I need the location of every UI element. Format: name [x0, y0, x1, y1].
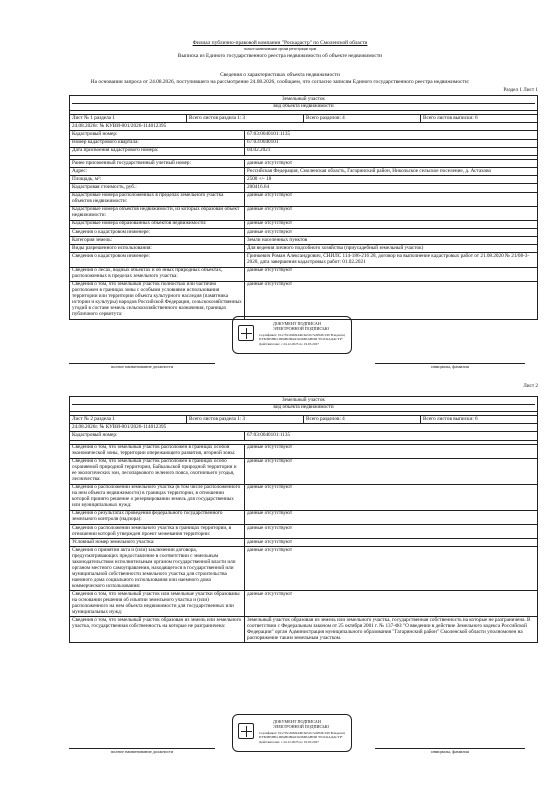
row-label: Кадастровые номера расположенных в пределах земельного участка объектов недвижимости:	[70, 193, 245, 206]
stamp-certificate: Сертификат: 01a7f3c2b8e94d0c6a51b7e2f8d3c190 Владелец: ПУБЛИЧНО-ПРАВОВАЯ КОМПАНИЯ "РОСКАДАСТР" Действителен: с 24.12.2025 по 19.03.2027	[259, 333, 346, 346]
signature-name-caption: инициалы, фамилия	[375, 363, 525, 369]
row-value: данные отсутствуют	[247, 546, 293, 553]
stamp-line-2: ЭЛЕКТРОННОЙ ПОДПИСЬЮ	[273, 326, 330, 331]
table-row	[70, 207, 537, 221]
object-type: Земельный участок	[282, 396, 325, 403]
stamp-line-2: ЭЛЕКТРОННОЙ ПОДПИСЬЮ	[273, 724, 330, 729]
row-label: Адрес:	[70, 168, 245, 175]
row-value: Российская Федерация, Смоленская область, Гагаринский район, Никольское сельское поселение, д. Астахово	[247, 167, 492, 174]
row-label: Сведения о расположении земельного участка в границах территории, в отношении которой утвержден проект межевания территории:	[70, 525, 245, 538]
table-row	[70, 432, 537, 440]
characteristics-table	[69, 95, 538, 320]
row-label: Кадастровые номера образованных объектов недвижимости:	[70, 221, 245, 228]
object-type-caption: вид объекта недвижимости	[72, 404, 535, 411]
stamp-certificate: Сертификат: 01a7f3c2b8e94d0c6a51b7e2f8d3c190 Владелец: ПУБЛИЧНО-ПРАВОВАЯ КОМПАНИЯ "РОСКАДАСТР" Действителен: с 24.12.2025 по 19.03.2027	[259, 731, 346, 744]
row-value: Гринкевич Роман Александрович, СНИЛС 114-186-216 28, договор на выполнение кадастровых работ от 21.08.2020 № 21/08-3-2020, дата завершения кадастровых работ: 01.02.2021	[247, 253, 530, 265]
row-value: 67:03:0040101:1135	[247, 131, 291, 138]
row-label: Условный номер земельного участка:	[70, 539, 245, 546]
row-value: данные отсутствуют	[247, 206, 293, 213]
object-type-row	[70, 96, 537, 111]
row-label: Сведения о том, что земельный участок или земельные участки образованы на основании решения об изъятии земельного участка и (или) расположенного на нем объекта недвижимости для государственных или муниципальных нужд:	[70, 591, 245, 616]
table-row	[70, 229, 537, 237]
signature-line	[69, 363, 538, 369]
row-label: Номер кадастрового квартала:	[70, 140, 245, 147]
row-value: данные отсутствуют	[247, 510, 293, 517]
section-sheets-total: Всего листов раздела 1: 3	[187, 416, 304, 423]
document-title: Выписка из Единого государственного реестра недвижимости об объекте недвижимости	[177, 53, 383, 59]
table-row	[70, 221, 537, 229]
row-label: Категория земель:	[70, 237, 245, 244]
row-label: Кадастровые номера объектов недвижимости, из которых образован объект недвижимости:	[70, 207, 245, 220]
extract-page-2	[0, 383, 560, 792]
row-value: данные отсутствуют	[247, 538, 293, 545]
row-value: данные отсутствуют	[247, 192, 293, 199]
table-row	[70, 253, 537, 267]
row-label: Сведения о лесах, водных объектах и об иных природных объектах, расположенных в пределах земельного участка:	[70, 268, 245, 281]
row-value: данные отсутствуют	[247, 220, 293, 227]
signature-name-caption: инициалы, фамилия	[375, 748, 525, 754]
row-label: Кадастровый номер:	[70, 432, 245, 439]
table-row	[70, 617, 537, 642]
row-label: Сведения о том, что земельный участок образован из земель или земельного участка, государственная собственность на которые не разграничена:	[70, 617, 245, 642]
row-value: 67:03:0040101:1135	[247, 432, 291, 439]
row-value: 200416.64	[247, 183, 270, 190]
doc-number-row	[70, 123, 537, 131]
object-type: Земельный участок	[282, 95, 325, 102]
section-label: Раздел 1 Лист 1	[503, 87, 538, 93]
table-row	[70, 511, 537, 525]
table-row	[70, 282, 537, 319]
object-type-row	[70, 397, 537, 412]
doc-number-row	[70, 424, 537, 432]
stamp-line-1: ДОКУМЕНТ ПОДПИСАН	[273, 321, 321, 326]
table-row	[70, 485, 537, 511]
row-value: Земли населенных пунктов	[247, 236, 308, 243]
signature-position-caption: полное наименование должности	[69, 748, 215, 754]
row-value: данные отсутствуют	[247, 524, 293, 531]
row-label: Виды разрешенного использования:	[70, 245, 245, 252]
registrar-org: Филиал публично-правовой компании "Роскадастр" по Смоленской области	[192, 40, 368, 46]
row-value: данные отсутствуют	[247, 159, 293, 166]
row-label: Сведения о том, что земельный участок полностью или частично расположен в границах зоны с особыми условиями использования территории или территории объекта культурного наследия (памятника истории и культуры) народов Российской Федерации, сельскохозяйственных угодий в составе земель сельскохозяйственного назначения, границах публичного сервитута:	[70, 282, 245, 319]
row-value: данные отсутствуют	[247, 590, 293, 597]
row-value: данные отсутствуют	[247, 267, 293, 274]
row-label: Сведения о принятии акта и (или) заключении договора, предусматривающих предоставление в соответствии с земельным законодательством исполнительным органом государственной власти или органом местного самоуправления, находящегося в государственной или муниципальной собственности земельного участка для строительства наемного дома социального использования или наемного дома коммерческого использования:	[70, 547, 245, 590]
row-label: Сведения о том, что земельный участок расположен в границах особо охраняемой природной территории, Байкальской природной территории и ее экологических зон, лесопаркового зеленого пояса, охотничьего угодья, лесничества:	[70, 459, 245, 484]
row-value: данные отсутствуют	[247, 228, 293, 235]
row-value: Для ведения личного подсобного хозяйства (приусадебный земельный участок)	[247, 244, 424, 251]
row-label: Ранее присвоенный государственный учетный номер:	[70, 160, 245, 167]
e-signature-stamp	[232, 714, 352, 752]
table-row	[70, 547, 537, 591]
extract-sheets-total: Всего листов выписки: 6	[423, 114, 478, 121]
row-label: Сведения о том, что земельный участок расположен в границах особой экономической зоны, территории опережающего развития, игорной зоны:	[70, 445, 245, 458]
row-value: 67:03:0040101	[247, 139, 279, 146]
row-label: Кадастровый номер:	[70, 131, 245, 138]
emblem-icon	[238, 723, 254, 739]
table-row	[70, 525, 537, 539]
document-subtitle: Сведения о характеристиках объекта недвижимости	[220, 72, 340, 78]
table-row	[70, 176, 537, 184]
row-label: Сведения о кадастровом инженере:	[70, 229, 245, 236]
sections-total: Всего разделов: 4	[304, 115, 421, 122]
row-value: 2500 +/- 18	[247, 175, 272, 182]
characteristics-table-continued	[69, 396, 538, 643]
table-row	[70, 131, 537, 139]
object-type-caption: вид объекта недвижимости	[72, 103, 535, 110]
stamp-line-1: ДОКУМЕНТ ПОДПИСАН	[273, 719, 321, 724]
row-value: 04.02.2021	[247, 147, 271, 154]
table-row	[70, 591, 537, 617]
signature-line	[69, 748, 538, 754]
sheet-number: Лист № 1 раздела 1	[70, 115, 187, 122]
table-row	[70, 459, 537, 485]
section-sheets-total: Всего листов раздела 1: 3	[187, 115, 304, 122]
e-signature-stamp	[232, 316, 352, 354]
row-label: Дата присвоения кадастрового номера:	[70, 148, 245, 155]
row-label: Кадастровая стоимость, руб.:	[70, 184, 245, 191]
row-label: Сведения о результатах проведения федерального государственного земельного контроля (надзора):	[70, 511, 245, 524]
signature-position-caption: полное наименование должности	[69, 363, 215, 369]
table-row	[70, 268, 537, 282]
table-row	[70, 148, 537, 156]
table-row	[70, 168, 537, 176]
row-label: Сведения о кадастровом инженере:	[70, 253, 245, 266]
row-value: данные отсутствуют	[247, 444, 293, 451]
emblem-icon	[238, 325, 254, 341]
document-number: 24.08.2026г. № КУВИ-001/2026-114012395	[72, 122, 167, 129]
table-row	[70, 193, 537, 207]
row-label: Площадь, м²:	[70, 176, 245, 183]
table-row	[70, 445, 537, 459]
registrar-org-caption: полное наименование органа регистрации прав	[243, 47, 317, 51]
sheet-number: Лист № 2 раздела 1	[70, 416, 187, 423]
request-intro: На основании запроса от 24.08.2026, поступившего на рассмотрение 24.08.2026, сообщаем, что согласно записям Единого государственного реестра недвижимости:	[90, 79, 470, 85]
document-number: 24.08.2026г. № КУВИ-001/2026-114012395	[72, 423, 167, 430]
extract-sheets-total: Всего листов выписки: 6	[423, 415, 478, 422]
row-value: данные отсутствуют	[247, 281, 293, 288]
row-value: Земельный участок образован из земель или земельного участка, государственная собственность на которые не разграничена. В соответствии с Федеральным законом от 25 октября 2001 г. № 137-ФЗ "О введении в действие Земельного кодекса Российской Федерации" орган Администрация муниципального образования "Гагаринский район" Смоленской области уполномочен на распоряжение таким земельным участком.	[247, 616, 531, 641]
row-value: данные отсутствуют	[247, 458, 293, 465]
sections-total: Всего разделов: 4	[304, 416, 421, 423]
row-label: Сведения о расположении земельного участка (в том числе расположенного на нем объекта недвижимости) в границах территории, в отношении которой принято решение о резервировании земель для государственных или муниципальных нужд:	[70, 485, 245, 510]
table-row	[70, 160, 537, 168]
sheet-label: Лист 2	[523, 383, 538, 389]
row-value: данные отсутствуют	[247, 484, 293, 491]
